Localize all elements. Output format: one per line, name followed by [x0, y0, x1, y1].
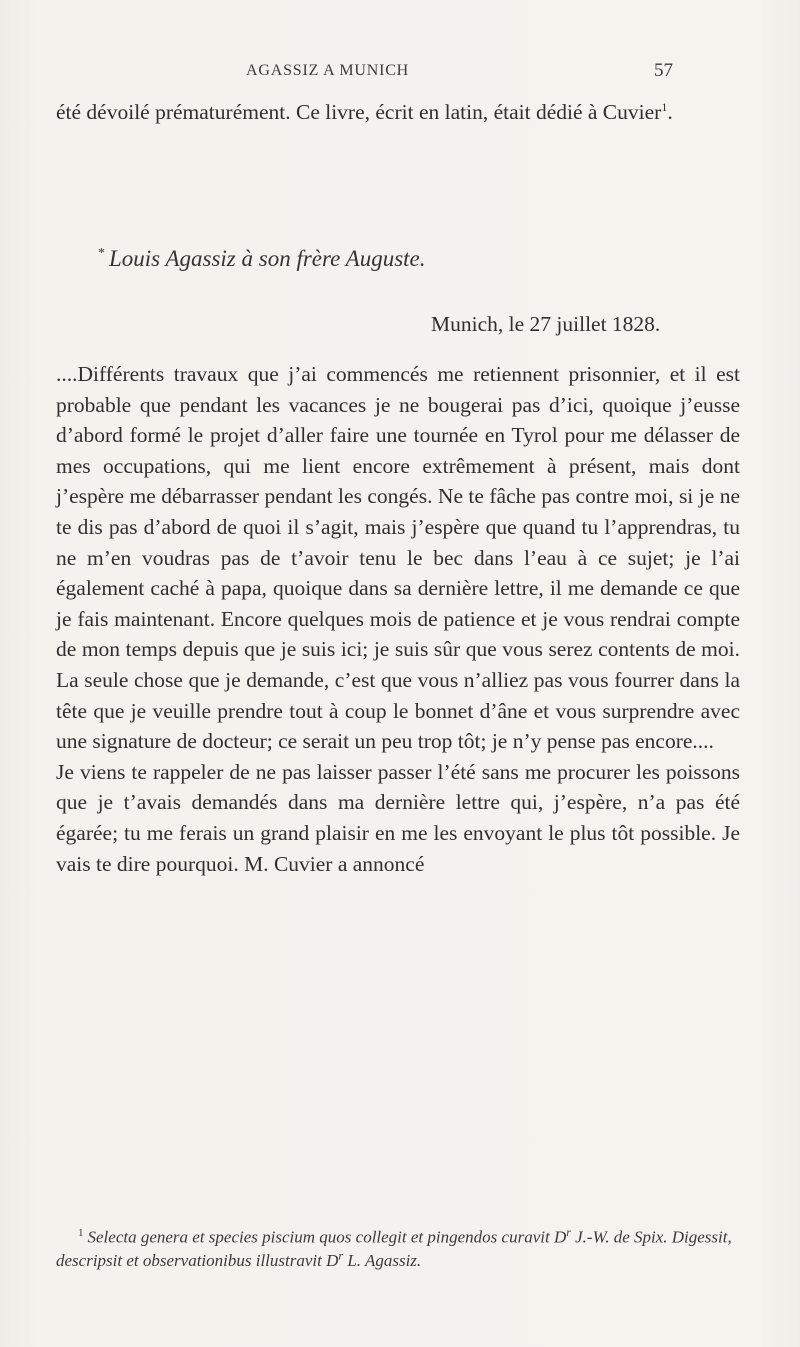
- letter-dateline: Munich, le 27 juillet 1828.: [431, 312, 661, 336]
- footnote-superscript: r: [566, 1225, 571, 1239]
- letter-body: [56, 359, 740, 879]
- footnote: [56, 1222, 740, 1272]
- letter-heading-text: Louis Agassiz à son frère Auguste.: [109, 246, 426, 271]
- asterisk-mark: *: [98, 246, 105, 262]
- footnote-text: Selecta genera et species piscium quos collegit et pingendos curavit D: [87, 1227, 567, 1247]
- intro-text: été dévoilé prématurément. Ce livre, écrit en latin, était dédié à Cuvier: [56, 100, 662, 124]
- page-number: 57: [654, 60, 673, 81]
- footnote-reference: 1: [661, 99, 668, 114]
- footnote-mark: 1: [78, 1227, 84, 1239]
- footnote-superscript: r: [338, 1248, 344, 1262]
- letter-heading: [98, 246, 426, 272]
- page-header: [0, 62, 800, 86]
- running-title: AGASSIZ A MUNICH: [246, 62, 410, 79]
- footnote-text: L. Agassiz.: [343, 1250, 422, 1270]
- letter-paragraph: Je viens te rappeler de ne pas laisser passer l’été sans me procurer les poissons que je t’avais demandés dans ma dernière lettre qui, j’espère, n’a pas été égarée; tu me ferais un grand plaisir en me les envoyant le plus tôt possible. Je vais te dire pourquoi. M. Cuvier a annoncé: [56, 759, 740, 876]
- letter-paragraph: ....Différents travaux que j’ai commencés me retiennent prisonnier, et il est probable que pendant les vacances je ne bougerai pas d’ici, quoique j’eusse d’abord formé le projet d’aller faire une tournée en Tyrol pour me délasser de mes occupations, qui me lient encore extrêmement à présent, mais dont j’espère me débarrasser pendant les congés. Ne te fâche pas contre moi, si je ne te dis pas d’abord de quoi il s’agit, mais j’espère que quand tu l’apprendras, tu ne m’en voudras pas de t’avoir tenu le bec dans l’eau à ce sujet; je l’ai également caché à papa, quoique dans sa dernière lettre, il me demande ce que je fais maintenant. Encore quelques mois de patience et je vous rendrai compte de mon temps depuis que je suis ici; je suis sûr que vous serez contents de moi. La seule chose que je demande, c’est que vous n’alliez pas vous fourrer dans la tête que je veuille prendre tout à coup le bonnet d’âne et vous surprendre avec une signature de docteur; ce serait un peu trop tôt; je n’y pense pas encore....: [56, 362, 740, 754]
- intro-paragraph: [56, 97, 740, 128]
- intro-end: .: [667, 100, 673, 124]
- footnote-text: J.-W. de Spix. Digessit, descripsit et observationibus illustravit D: [56, 1227, 732, 1270]
